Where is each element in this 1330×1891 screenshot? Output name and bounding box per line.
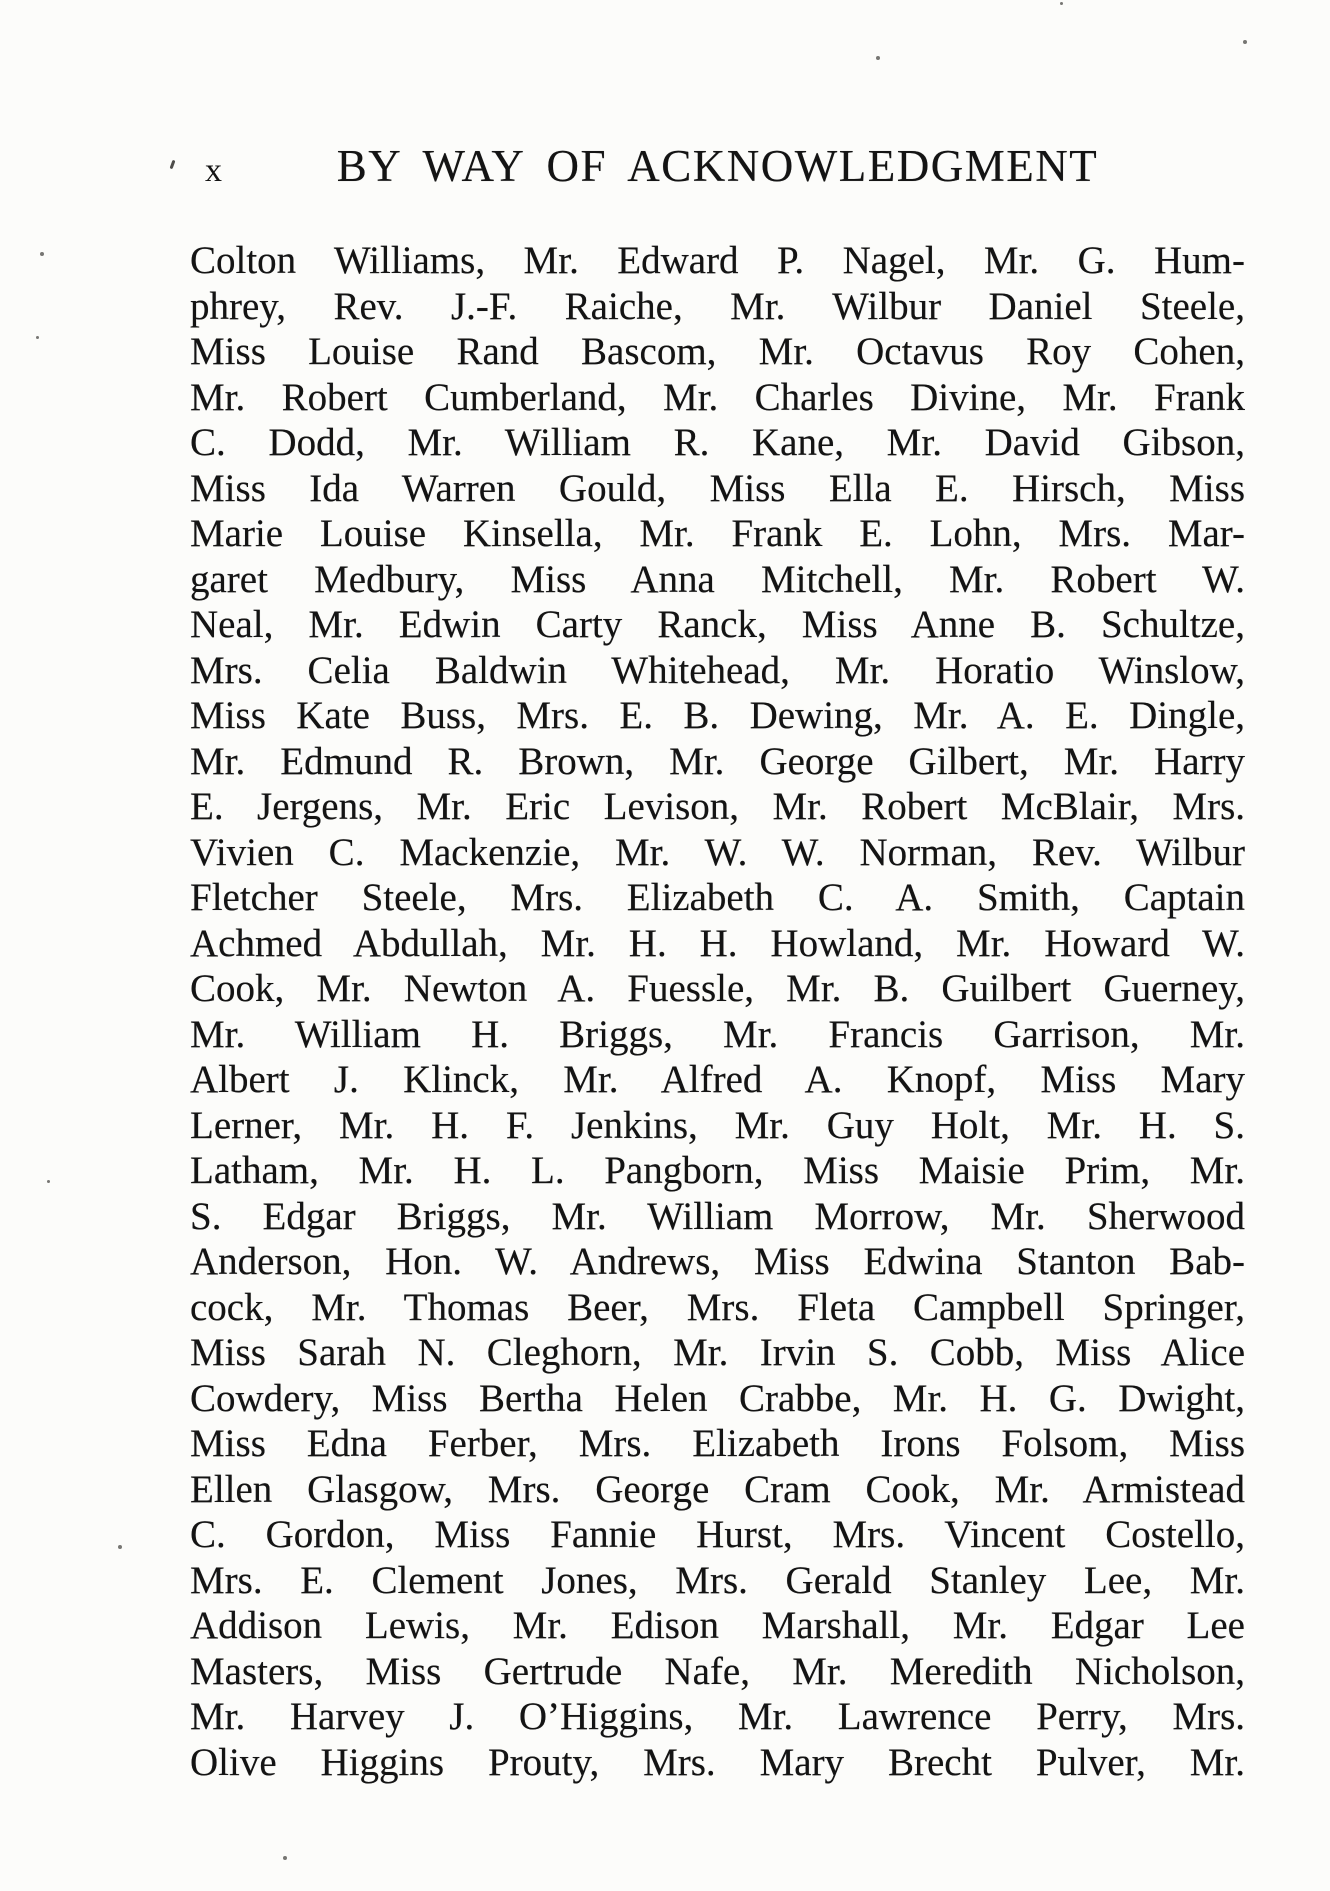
text-line: Miss Kate Buss, Mrs. E. B. Dewing, Mr. A. E. Dingle,	[190, 694, 1245, 737]
scan-speck	[283, 1856, 287, 1860]
scan-speck	[1060, 2, 1063, 5]
text-line: Achmed Abdullah, Mr. H. H. Howland, Mr. Howard W.	[190, 921, 1245, 965]
text-line: Mr. William H. Briggs, Mr. Francis Garrison, Mr.	[190, 1012, 1245, 1056]
text-line: Miss Louise Rand Bascom, Mr. Octavus Roy Cohen,	[190, 330, 1245, 373]
scan-speck	[40, 252, 44, 256]
text-line: phrey, Rev. J.-F. Raiche, Mr. Wilbur Daniel Steele,	[190, 284, 1245, 328]
text-line: cock, Mr. Thomas Beer, Mrs. Fleta Campbell Springer,	[190, 1285, 1245, 1329]
text-line: Cook, Mr. Newton A. Fuessle, Mr. B. Guilbert Guerney,	[190, 967, 1245, 1010]
page-title: BY WAY OF ACKNOWLEDGMENT	[336, 141, 1099, 191]
text-line: Mrs. E. Clement Jones, Mrs. Gerald Stanley Lee, Mr.	[190, 1558, 1245, 1602]
text-line: Mr. Robert Cumberland, Mr. Charles Divine, Mr. Frank	[190, 375, 1245, 419]
text-line: Marie Louise Kinsella, Mr. Frank E. Lohn, Mrs. Mar-	[190, 512, 1245, 555]
text-line: Anderson, Hon. W. Andrews, Miss Edwina Stanton Bab-	[190, 1240, 1245, 1283]
scan-speck	[36, 336, 39, 339]
text-line: Lerner, Mr. H. F. Jenkins, Mr. Guy Holt, Mr. H. S.	[190, 1103, 1245, 1147]
text-line: Albert J. Klinck, Mr. Alfred A. Knopf, Miss Mary	[190, 1058, 1245, 1101]
text-line: Colton Williams, Mr. Edward P. Nagel, Mr. G. Hum-	[190, 239, 1245, 282]
scan-speck	[876, 56, 880, 60]
page-number: x	[205, 152, 223, 189]
scan-speck	[47, 1180, 50, 1183]
scan-speck	[170, 160, 176, 169]
text-line: S. Edgar Briggs, Mr. William Morrow, Mr. Sherwood	[190, 1194, 1245, 1238]
text-line: Neal, Mr. Edwin Carty Ranck, Miss Anne B. Schultze,	[190, 603, 1245, 646]
scan-speck	[118, 1545, 122, 1549]
text-line: Miss Ida Warren Gould, Miss Ella E. Hirsch, Miss	[190, 466, 1245, 510]
text-line: Masters, Miss Gertrude Nafe, Mr. Meredith Nicholson,	[190, 1649, 1245, 1693]
text-line: Mr. Edmund R. Brown, Mr. George Gilbert, Mr. Harry	[190, 739, 1245, 783]
text-line: Vivien C. Mackenzie, Mr. W. W. Norman, Rev. Wilbur	[190, 830, 1245, 874]
text-line: C. Gordon, Miss Fannie Hurst, Mrs. Vincent Costello,	[190, 1513, 1245, 1556]
text-line: C. Dodd, Mr. William R. Kane, Mr. David Gibson,	[190, 421, 1245, 464]
text-line: Latham, Mr. H. L. Pangborn, Miss Maisie Prim, Mr.	[190, 1149, 1245, 1192]
text-line: Mr. Harvey J. O’Higgins, Mr. Lawrence Perry, Mrs.	[190, 1695, 1245, 1738]
text-line: E. Jergens, Mr. Eric Levison, Mr. Robert McBlair, Mrs.	[190, 785, 1245, 828]
text-line: Addison Lewis, Mr. Edison Marshall, Mr. Edgar Lee	[190, 1604, 1245, 1647]
text-line: Fletcher Steele, Mrs. Elizabeth C. A. Smith, Captain	[190, 876, 1245, 919]
text-line: Mrs. Celia Baldwin Whitehead, Mr. Horatio Winslow,	[190, 648, 1245, 692]
text-line: Ellen Glasgow, Mrs. George Cram Cook, Mr. Armistead	[190, 1467, 1245, 1511]
scan-speck	[1243, 40, 1247, 44]
text-line: Cowdery, Miss Bertha Helen Crabbe, Mr. H. G. Dwight,	[190, 1376, 1245, 1420]
text-line: Olive Higgins Prouty, Mrs. Mary Brecht Pulver, Mr.	[190, 1740, 1245, 1784]
body-text	[190, 238, 1245, 1785]
text-line: Miss Sarah N. Cleghorn, Mr. Irvin S. Cobb, Miss Alice	[190, 1331, 1245, 1374]
text-line: garet Medbury, Miss Anna Mitchell, Mr. Robert W.	[190, 557, 1245, 601]
text-line: Miss Edna Ferber, Mrs. Elizabeth Irons Folsom, Miss	[190, 1422, 1245, 1465]
